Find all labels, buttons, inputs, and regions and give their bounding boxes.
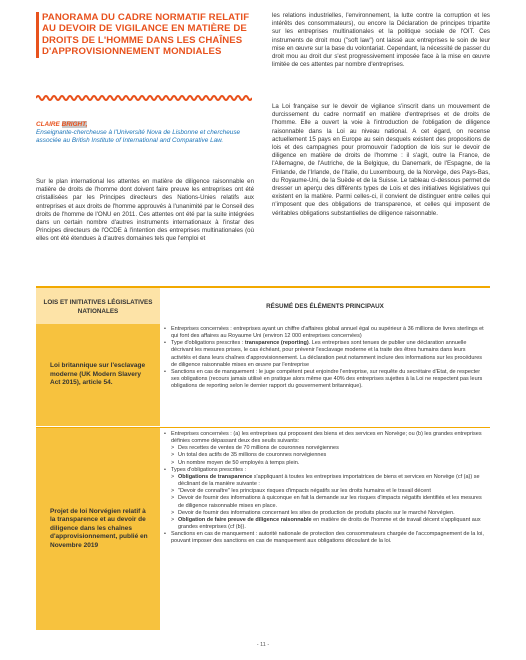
summary-text-bold: Obligation de faire preuve de diligence raisonnable [178, 516, 312, 523]
summary-sub-item [164, 517, 486, 531]
law-name: Projet de loi Norvégien relatif à la transparence et au devoir de diligence dans les chaînes d'approvisionnement, publié en Novembre 2019 [50, 507, 148, 549]
author-affiliation: Enseignante-chercheuse à l'Université Nova de Lisbonne et chercheuse associée au British Institute of International and Comparative Law. [36, 129, 241, 144]
page-title: PANORAMA DU CADRE NORMATIF RELATIF AU DEVOIR DE VIGILANCE EN MATIÈRE DE DROITS DE L'HOMME DANS LES CHAÎNES D'APPROVISIONNEMENT MONDIALES [36, 12, 254, 58]
summary-text-pre: Un nombre moyen de 50 employés à temps plein. [178, 459, 300, 466]
page-number: - 11 - [256, 642, 270, 648]
summary-item [164, 326, 486, 340]
law-cell [36, 428, 160, 630]
author-first-name: CLAIRE [36, 121, 62, 128]
header-summary: RÉSUMÉ DES ÉLÉMENTS PRINCIPAUX [160, 288, 490, 325]
table-header [36, 286, 490, 325]
headline-block [36, 12, 254, 58]
summary-sub-item [164, 474, 486, 488]
summary-text-pre: Sanctions en cas de manquement : le juge compétent peut enjoindre l'entreprise, sur requête du secrétaire d'Etat, de respecter ses obligations (recours jamais utilisé en pratique alors même que 40% des entreprises sujettes à la Loi ne respectent pas leurs obligations de reporting selon le dernier rapport du gouvernement britannique). [171, 368, 483, 390]
summary-cell [164, 428, 486, 633]
summary-item [164, 369, 486, 390]
summary-item [164, 531, 486, 545]
body-column-left: Sur le plan international les attentes en matière de diligence raisonnable en matière de droits de l'homme dont doivent faire preuve les entreprises ont été cristallisées par les Principes directeurs des Nations-Unies relatifs aux entreprises et aux droits de l'homme approuvés à l'unanimité par le Conseil des droits de l'homme de l'ONU en 2011. Ces attentes ont été par la suite intégrées dans un certain nombre d'autres instruments internationaux à l'instar des Principes directeurs de l'OCDE à l'intention des entreprises multinationales (où elles ont été étendues à d'autres domaines tels que l'emploi et [36, 178, 254, 243]
table-row [36, 427, 490, 630]
summary-item [164, 467, 486, 474]
summary-sub-item [164, 488, 486, 495]
summary-text-pre: Devoir de fournir des informations à quiconque en fait la demande sur les risques d'impacts négatifs identifiés et les mesures de diligence raisonnable mises en place. [178, 495, 482, 509]
body-column-right-top: les relations industrielles, l'environnement, la lutte contre la corruption et les intérêts des consommateurs), ou encore la Déclaration de principes tripartite sur les entreprises multinationales et la politique sociale de l'OIT. Ces instruments de droit mou ("soft law") ont laissé aux entreprises le soin de leur mise en œuvre sur la base du volontariat. Cependant, la nécessité de passer du droit mou au droit dur s'est progressivement imposée face à la mise en œuvre limitée de ces attentes par nombre d'entreprises. [272, 12, 490, 69]
summary-text-pre: Un total des actifs de 35 millions de couronnes norvégiennes [178, 452, 327, 459]
summary-sub-item [164, 445, 486, 452]
author-block [36, 121, 254, 145]
law-cell [36, 324, 160, 426]
summary-text-post: . Les entreprises sont tenues de publier une déclaration annuelle décrivant les mesures prises, le cas échéant, pour prévenir l'esclavage moderne et la traite des êtres humains dans leurs activités et dans leurs chaînes d'approvisionnement. La déclaration peut notamment inclure des informations sur les procédures de diligence raisonnable mises en œuvre par l'entreprise [171, 340, 483, 368]
summary-sub-item [164, 495, 486, 509]
author-name [36, 121, 254, 129]
summary-text-bold: transparence (reporting) [244, 340, 309, 347]
author-last-name: BRIGHT, [61, 121, 88, 128]
summary-sub-item [164, 460, 486, 467]
summary-text-pre: Sanctions en cas de manquement : autorité nationale de protection des consommateurs chargée de l'accompagnement de la loi, pouvant imposer des sanctions en cas de manquement aux obligations découlant de la loi. [171, 531, 484, 545]
legislation-table [36, 286, 490, 630]
body-column-right-mid: La Loi française sur le devoir de vigilance s'inscrit dans un mouvement de durcissement du cadre normatif en matière d'entreprises et de droits de l'homme. Elle a ouvert la voie à l'introduction de l'obligation de diligence raisonnable dans la Loi au niveau national. A cet égard, on recense actuellement 15 pays en Europe au sein desquels existent des propositions de lois et des campagnes pour promouvoir l'adoption de lois sur le devoir de diligence en matière de droits de l'homme : il s'agit, outre la France, de l'Allemagne, de l'Autriche, de la Belgique, du Danemark, de l'Espagne, de la Finlande, de l'Irlande, de l'Italie, du Luxembourg, de la Norvège, des Pays-Bas, du Royaume-Uni, de la Suède et de la Suisse. Le tableau ci-dessous permet de dresser un aperçu des différents types de Lois et des initiatives législatives qui existent en la matière. Parmi celles-ci, il convient de distinguer entre celles qui n'imposent que des obligations de transparence, et celles qui imposent de véritables obligations substantielles de diligence raisonnable. [272, 103, 490, 217]
summary-text-pre: Des recettes de ventes de 70 millions de couronnes norvégiennes [178, 445, 339, 452]
wave-divider [36, 93, 252, 103]
summary-text-pre: Types d'obligations prescrites : [171, 466, 247, 473]
summary-sub-item [164, 510, 486, 517]
summary-text-post: en matière de droits de l'homme et de travail décent s'appliquant aux grandes entreprises (cf (b)). [178, 516, 481, 531]
summary-text-post: s'appliquant à toutes les entreprises importatrices de biens et services en Norvège (cf (a)) se déclinant de la manière suivante : [178, 473, 480, 488]
summary-text-pre: Entreprises concernées : (a) les entreprises qui proposent des biens et des services en Norvège; ou (b) les grandes entreprises définies comme dépassant deux des seuils suivants: [171, 431, 482, 445]
summary-item [164, 340, 486, 369]
header-laws: LOIS ET INITIATIVES LÉGISLATIVES NATIONALES [36, 288, 160, 325]
summary-item [164, 431, 486, 445]
summary-text-pre: Type d'obligations prescrites : [171, 340, 245, 347]
summary-text-pre: Devoir de fournir des informations concernant les sites de production de produits placés sur le marché Norvégien. [178, 509, 455, 516]
summary-sub-item [164, 452, 486, 459]
summary-cell [164, 324, 486, 428]
table-row [36, 324, 490, 426]
summary-text-pre: Entreprises concernées : entreprises ayant un chiffre d'affaires global annuel égal ou supérieur à 36 millions de livres sterlings et qui font des affaires au Royaume Uni (environ 12 000 entreprises concernées) [171, 326, 484, 340]
summary-text-bold: Obligations de transparence [178, 473, 253, 480]
law-name: Loi britannique sur l'esclavage moderne (UK Modern Slavery Act 2015), article 54. [50, 362, 146, 387]
summary-text-pre: "Devoir de connaître" les principaux risques d'impacts négatifs sur les droits humains et le travail décent [178, 488, 431, 495]
